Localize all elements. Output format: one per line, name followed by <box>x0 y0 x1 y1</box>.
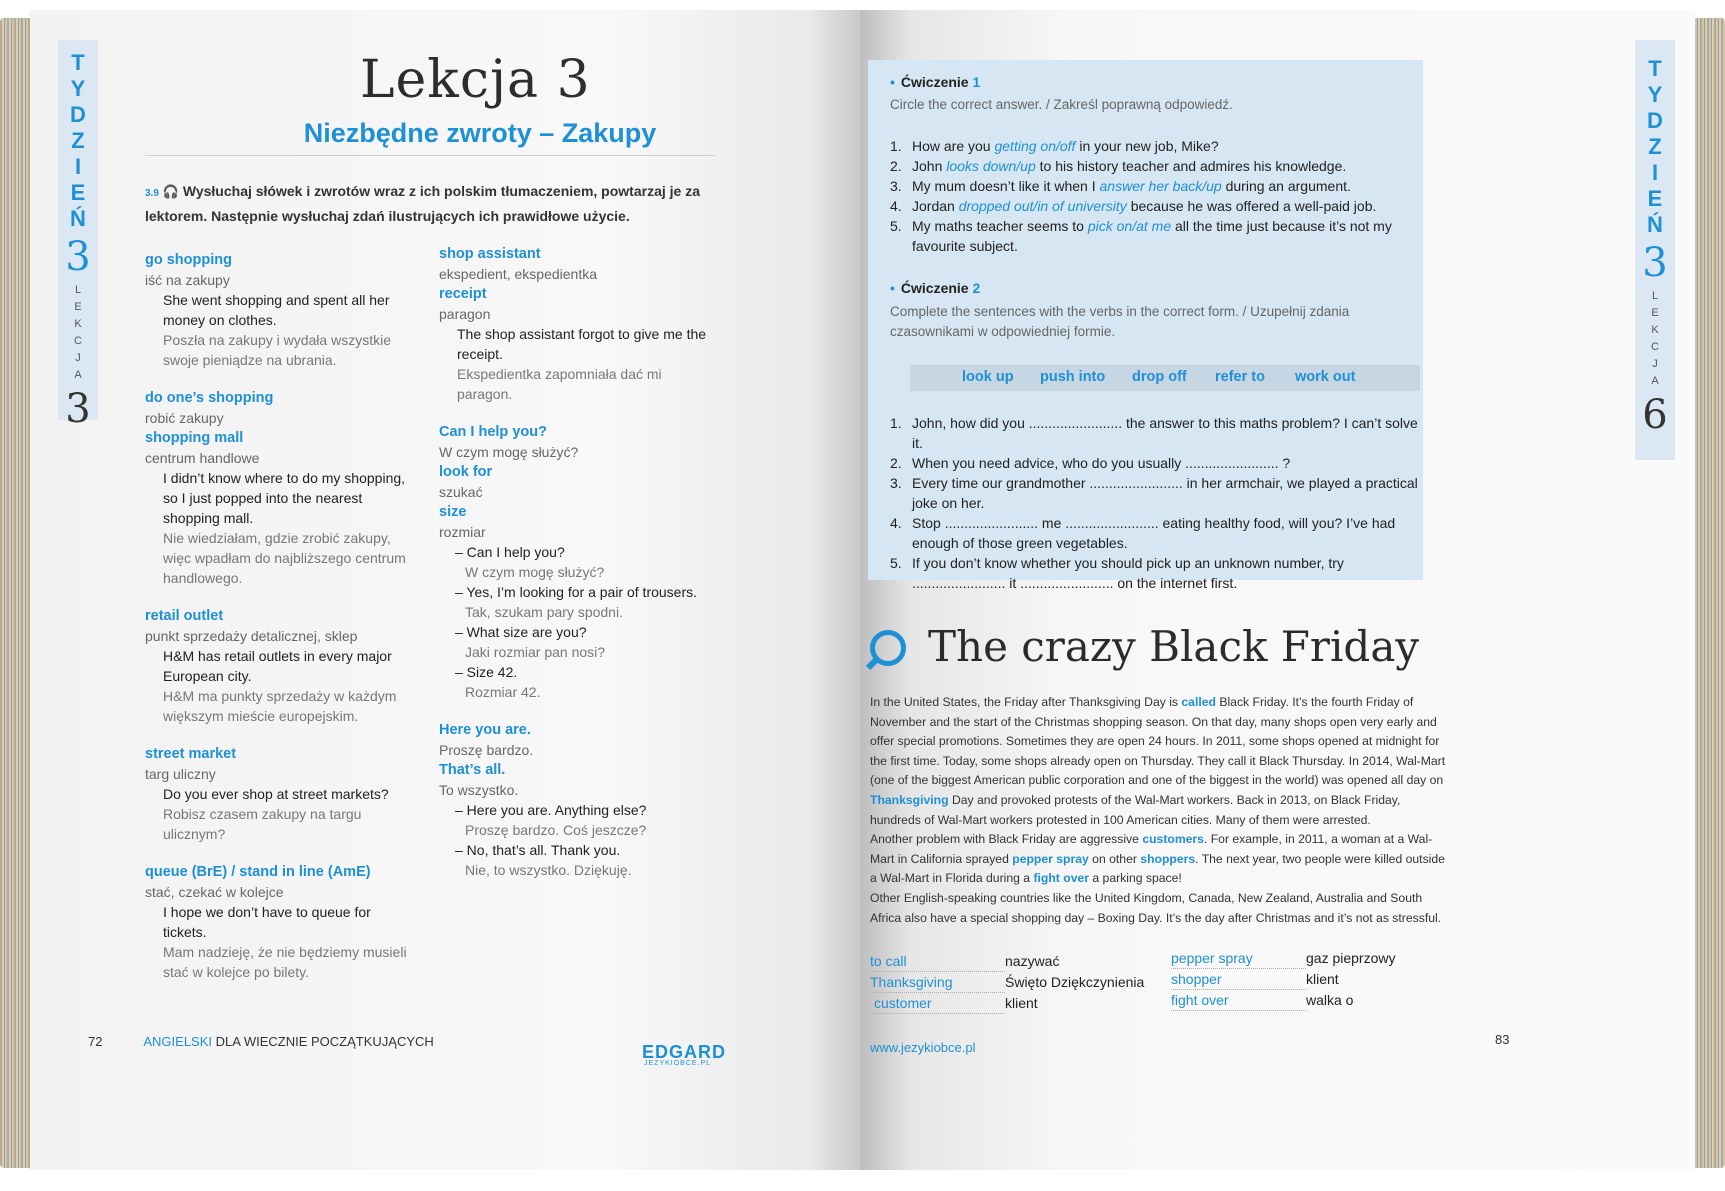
list-item: 2. John looks down/up to his history teacher and admires his knowledge. <box>890 158 1347 174</box>
term: receipt <box>439 286 487 302</box>
example-translation: Robisz czasem zakupy na targu ulicznym? <box>163 806 362 842</box>
tab-letter: E <box>70 180 86 205</box>
list-item: 3. My mum doesn’t like it when I answer her back/up during an argument. <box>890 178 1351 194</box>
term: queue (BrE) / stand in line (AmE) <box>145 864 371 880</box>
article-title: The crazy Black Friday <box>928 622 1420 671</box>
term: Here you are. <box>439 722 531 738</box>
dialog-translation: Rozmiar 42. <box>465 684 541 700</box>
dialog-translation: W czym mogę służyć? <box>465 564 605 580</box>
example: H&M has retail outlets in every major European city. <box>163 648 392 684</box>
exercise-1-list <box>890 136 1430 256</box>
exercise-1-heading: • Ćwiczenie 1 <box>890 74 981 90</box>
exercise-number: 2 <box>972 280 981 296</box>
exercise-label: Ćwiczenie <box>900 74 969 90</box>
dialog-translation: Tak, szukam pary spodni. <box>465 604 623 620</box>
tab-letter: I <box>74 154 82 179</box>
list-item: 3. Every time our grandmother ........................ in her armchair, we played a practical joke on her. <box>890 475 1418 511</box>
tab-letter: A <box>1651 375 1659 387</box>
list-item: 5. My maths teacher seems to pick on/at me all the time just because it’s not my favourite subject. <box>890 218 1392 254</box>
example-translation: Nie wiedziałam, gdzie zrobić zakupy, więc wpadłam do najbliższego centrum handlowego. <box>163 530 406 586</box>
instruction-text: Wysłuchaj słówek i zwrotów wraz z ich polskim tłumaczeniem, powtarzaj je za lektorem. Następnie wysłuchaj zdań ilustrujących ich prawidłowe użycie. <box>145 183 700 224</box>
dialog-translation: Proszę bardzo. Coś jeszcze? <box>465 822 647 838</box>
term: street market <box>145 746 237 762</box>
translation: szukać <box>439 484 483 500</box>
term: do one’s shopping <box>145 390 274 406</box>
exercise-2-instruction: Complete the sentences with the verbs in the correct form. / Uzupełnij zdania czasownikami w odpowiedniej formie. <box>890 304 1350 339</box>
term: shop assistant <box>439 246 541 262</box>
word-bank-item: refer to <box>1215 369 1265 385</box>
term: Can I help you? <box>439 424 547 440</box>
term: size <box>439 504 467 520</box>
translation: robić zakupy <box>145 410 224 426</box>
word-bank-item: push into <box>1040 369 1106 385</box>
tab-letter: C <box>74 335 82 347</box>
page-edges-right <box>1695 18 1725 1168</box>
dialog-translation: Jaki rozmiar pan nosi? <box>465 644 606 660</box>
week-number: 3 <box>65 234 91 280</box>
left-page <box>30 10 860 1170</box>
glossary-item: customer klient <box>870 993 1144 1014</box>
term: shopping mall <box>145 430 244 446</box>
term: go shopping <box>145 252 232 268</box>
dialog-line: – Can I help you? <box>455 544 565 560</box>
tab-letter: Ń <box>70 206 86 231</box>
dialog-line: – What size are you? <box>455 624 587 640</box>
tab-letter: I <box>1651 160 1659 185</box>
tab-letter: L <box>1651 290 1659 302</box>
publisher-logo-sub: JEZYKIOBCE.PL <box>644 1060 712 1067</box>
example-translation: Mam nadzieję, że nie będziemy musieli stać w kolejce po bilety. <box>163 944 407 980</box>
example: She went shopping and spent all her money on clothes. <box>163 292 390 328</box>
translation: W czym mogę służyć? <box>439 444 579 460</box>
dialog-line: – Yes, I’m looking for a pair of trousers. <box>455 584 698 600</box>
footer-left <box>88 1034 434 1049</box>
page-number: 83 <box>1495 1032 1510 1047</box>
glossary-left <box>870 951 1144 1014</box>
translation: paragon <box>439 306 491 322</box>
exercise-1-instruction: Circle the correct answer. / Zakreśl poprawną odpowiedź. <box>890 97 1233 112</box>
tab-letter: D <box>1647 108 1663 133</box>
translation: targ uliczny <box>145 766 216 782</box>
lesson-number: 6 <box>1642 392 1668 438</box>
translation: punkt sprzedaży detalicznej, sklep <box>145 628 358 644</box>
page-number: 72 <box>88 1034 103 1049</box>
right-page <box>860 10 1695 1170</box>
week-tab-left <box>58 40 98 432</box>
tab-letter: C <box>1651 341 1659 353</box>
lesson-number: 3 <box>65 386 91 432</box>
tab-letter: E <box>1651 307 1659 319</box>
tab-letter: Y <box>1647 82 1663 107</box>
tab-letter: A <box>74 369 82 381</box>
dialog-line: – No, that’s all. Thank you. <box>455 842 621 858</box>
example-translation: H&M ma punkty sprzedaży w każdym większym mieście europejskim. <box>163 688 397 724</box>
term: look for <box>439 464 493 480</box>
tab-letter: Y <box>70 76 86 101</box>
glossary-right <box>1171 948 1396 1011</box>
exercise-2-list <box>890 413 1430 593</box>
glossary-item: shopper klient <box>1171 969 1396 990</box>
tab-letter: Ń <box>1647 212 1663 237</box>
series-title: DLA WIECZNIE POCZĄTKUJĄCYCH <box>215 1034 434 1049</box>
example: The shop assistant forgot to give me the receipt. <box>457 326 707 362</box>
paragraph: Other English-speaking countries like the United Kingdom, Canada, New Zealand, Australia and South Africa also have a special shopping day – Boxing Day. It’s the day after Christmas and it’s not as stressful. <box>870 890 1442 925</box>
instruction <box>145 180 715 227</box>
word-bank-item: drop off <box>1132 369 1187 385</box>
translation: To wszystko. <box>439 782 519 798</box>
translation: rozmiar <box>439 524 486 540</box>
exercise-2-heading: • Ćwiczenie 2 <box>890 280 981 296</box>
tab-letter: E <box>1647 186 1663 211</box>
track-code: 3.9 <box>145 188 159 199</box>
tab-letter: L <box>74 284 82 296</box>
translation: Proszę bardzo. <box>439 742 534 758</box>
article-body <box>870 693 1450 928</box>
tab-letter: K <box>74 318 82 330</box>
list-item: 2. When you need advice, who do you usually ........................ ? <box>890 455 1291 471</box>
word-bank-item: work out <box>1295 369 1356 385</box>
vocab-column-1 <box>145 250 415 982</box>
tab-letter: D <box>70 102 86 127</box>
dialog-translation: Nie, to wszystko. Dziękuję. <box>465 862 632 878</box>
example-translation: Poszła na zakupy i wydała wszystkie swoje pieniądze na ubrania. <box>163 332 391 368</box>
dialog-line: – Size 42. <box>455 664 518 680</box>
paragraph: Another problem with Black Friday are aggressive customers. For example, in 2011, a woman at a Wal-Mart in California sprayed pepper spray on other shoppers. The next year, two people were killed outside a Wal-Mart in Florida during a fight over a parking space! <box>870 832 1445 886</box>
glossary-item: to call nazywać <box>870 951 1144 972</box>
lesson-title: Lekcja 3 <box>360 50 591 110</box>
list-item: 4. Jordan dropped out/in of university because he was offered a well-paid job. <box>890 198 1377 214</box>
list-item: 5. If you don’t know whether you should pick up an unknown number, try ........................ it ........................ on the internet first. <box>890 555 1344 591</box>
tab-letter: E <box>74 301 82 313</box>
glossary-item: pepper spray gaz pieprzowy <box>1171 948 1396 969</box>
translation: stać, czekać w kolejce <box>145 884 284 900</box>
exercise-number: 1 <box>972 74 981 90</box>
term: That’s all. <box>439 762 506 778</box>
dialog-line: – Here you are. Anything else? <box>455 802 647 818</box>
paragraph: In the United States, the Friday after Thanksgiving Day is called Black Friday. It’s the fourth Friday of November and the start of the Christmas shopping season. On that day, many shops open very early and offer special promotions. Sometimes they are open 24 hours. In 2011, some shops opened at midnight for the first time. Today, some shops already open on Thursday. They call it Black Thursday. In 2014, Wal-Mart (one of the biggest American public corporation and one of the biggest in the world) was opened all day on Thanksgiving Day and provoked protests of the Wal-Mart workers. Back in 2013, on Black Friday, hundreds of Wal-Mart workers protested in 100 American cities. Many of them were arrested. <box>870 695 1446 827</box>
tab-letter: Z <box>71 128 85 153</box>
tab-letter: T <box>71 50 85 75</box>
list-item: 4. Stop ........................ me ........................ eating healthy food, will you? I’ve had enough of those green vegetables. <box>890 515 1396 551</box>
tab-letter: Z <box>1648 134 1662 159</box>
headphones-icon[interactable]: 🎧 <box>162 184 179 199</box>
list-item: 1. How are you getting on/off in your new job, Mike? <box>890 138 1219 154</box>
translation: iść na zakupy <box>145 272 230 288</box>
series-brand: ANGIELSKI <box>143 1034 213 1049</box>
page-edges-left <box>0 18 34 1168</box>
week-number: 3 <box>1642 240 1668 286</box>
exercise-label: Ćwiczenie <box>900 280 969 296</box>
tab-letter: J <box>75 352 81 364</box>
word-bank-item: look up <box>962 369 1014 385</box>
week-tab-right <box>1635 40 1675 460</box>
tab-letter: K <box>1651 324 1659 336</box>
publisher-logo: EDGARD <box>642 1042 727 1062</box>
example-translation: Ekspedientka zapomniała dać mi paragon. <box>457 366 662 402</box>
translation: centrum handlowe <box>145 450 260 466</box>
list-item: 1. John, how did you ........................ the answer to this maths problem? I can’t solve it. <box>890 415 1418 451</box>
term: retail outlet <box>145 608 224 624</box>
glossary-item: Thanksgiving Święto Dziękczynienia <box>870 972 1144 993</box>
vocab-column-2 <box>439 244 709 880</box>
glossary-item: fight over walka o <box>1171 990 1396 1011</box>
example: I hope we don’t have to queue for tickets. <box>163 904 371 940</box>
example: I didn’t know where to do my shopping, so I just popped into the nearest shopping mall. <box>163 470 406 526</box>
website-link[interactable]: www.jezykiobce.pl <box>870 1040 976 1055</box>
example: Do you ever shop at street markets? <box>163 786 389 802</box>
word-bank <box>910 365 1420 391</box>
tab-letter: J <box>1652 358 1658 370</box>
lesson-subtitle: Niezbędne zwroty – Zakupy <box>303 118 657 148</box>
translation: ekspedient, ekspedientka <box>439 266 597 282</box>
divider <box>145 155 715 156</box>
tab-letter: T <box>1648 56 1662 81</box>
